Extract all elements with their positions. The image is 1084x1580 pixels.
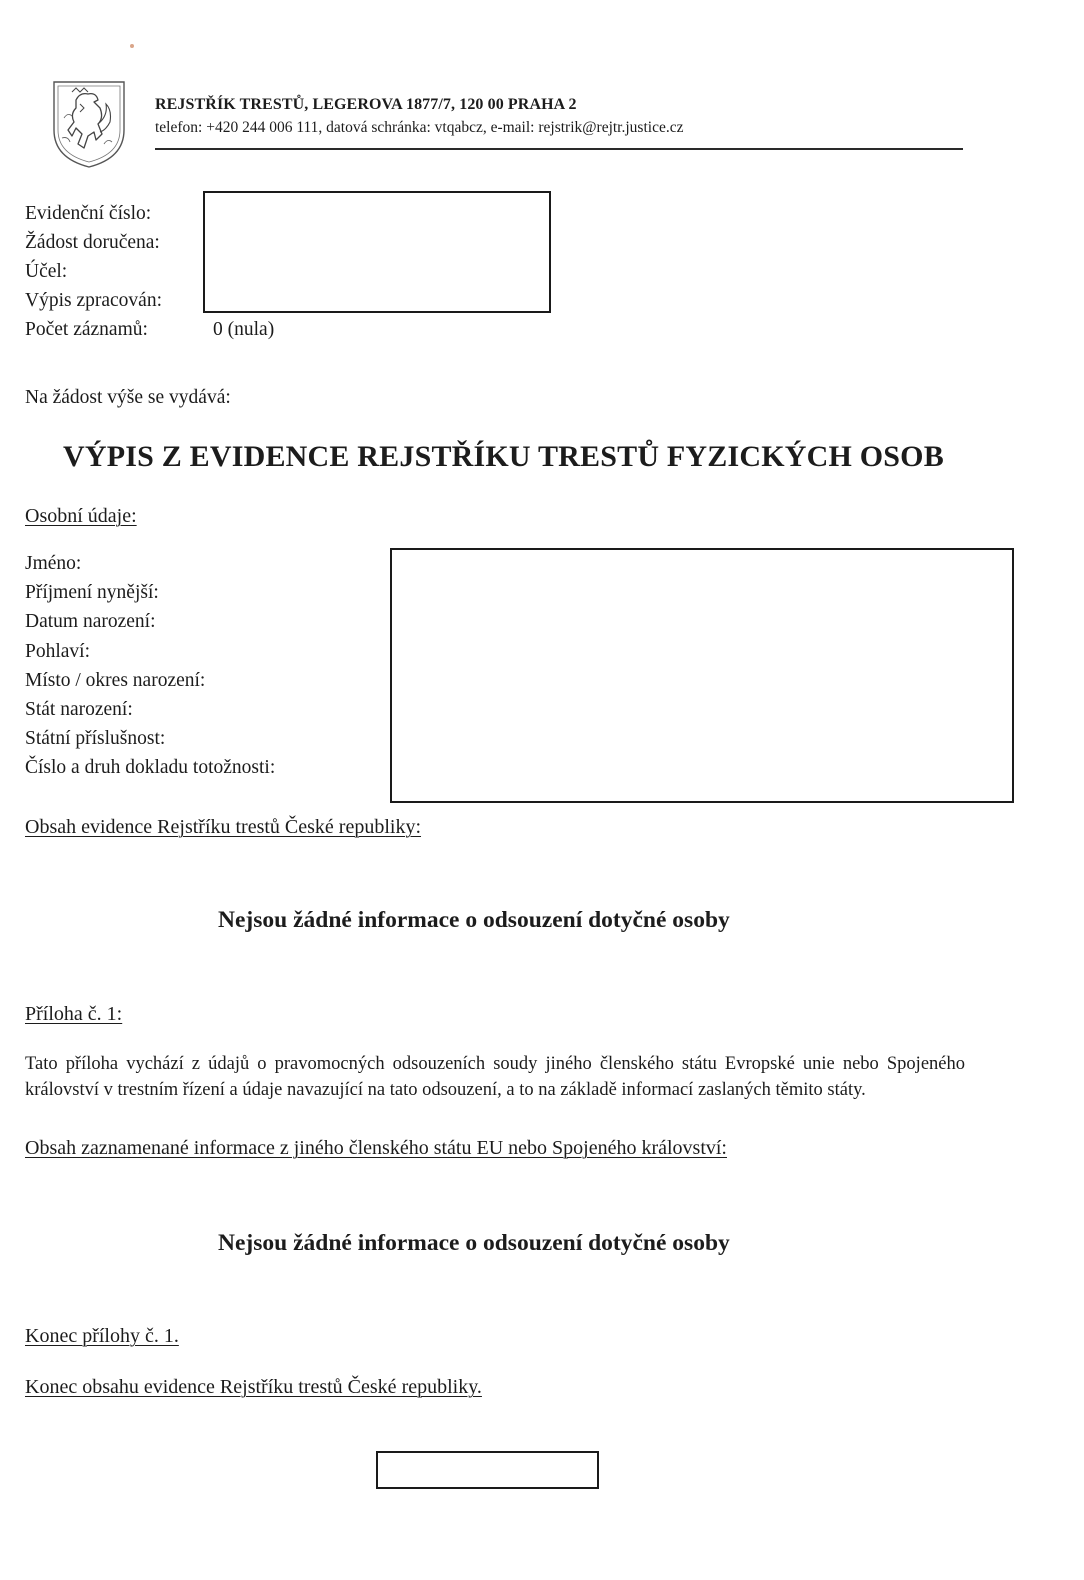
id-document-label: Číslo a druh dokladu totožnosti: [25,757,276,778]
annex-paragraph: Tato příloha vychází z údajů o pravomocných odsouzeních soudy jiného členského státu Evropské unie nebo Spojeného království v trestním řízení a údaje navazující na tato odsouzení, a to na základě informací zaslaných těmito státy. [25,1054,965,1100]
surname-label: Příjmení nynější: [25,582,159,603]
header-rule [155,148,963,150]
processed-label: Výpis zpracován: [25,290,162,311]
document-title: VÝPIS Z EVIDENCE REJSTŘÍKU TRESTŮ FYZICKÝCH OSOB [63,440,944,473]
request-details-redaction-box [203,191,551,313]
records-count-value: 0 (nula) [213,319,275,340]
birth-date-label: Datum narození: [25,611,156,632]
personal-data-redaction-box [390,548,1014,803]
register-content-heading: Obsah evidence Rejstříku trestů České republiky: [25,816,422,838]
end-of-register-content: Konec obsahu evidence Rejstříku trestů České republiky. [25,1376,482,1398]
footer-redaction-box [376,1451,599,1489]
registry-contact-line: telefon: +420 244 006 111, datová schránka: vtqabcz, e-mail: rejstrik@rejtr.justice.cz [155,119,684,136]
annex-content-heading: Obsah zaznamenané informace z jiného členského státu EU nebo Spojeného království: [25,1137,727,1159]
citizenship-label: Státní příslušnost: [25,728,166,749]
no-conviction-notice: Nejsou žádné informace o odsouzení dotyčné osoby [218,907,730,933]
purpose-label: Účel: [25,261,68,282]
first-name-label: Jméno: [25,553,82,574]
registry-address-heading: REJSTŘÍK TRESTŮ, LEGEROVA 1877/7, 120 00 PRAHA 2 [155,96,577,113]
sex-label: Pohlaví: [25,641,91,662]
birth-place-label: Místo / okres narození: [25,670,206,691]
birth-country-label: Stát narození: [25,699,133,720]
czech-lion-emblem-icon [50,78,128,170]
end-of-annex: Konec přílohy č. 1. [25,1325,179,1347]
scan-speck [130,44,134,48]
issue-note: Na žádost výše se vydává: [25,387,231,408]
annex-heading: Příloha č. 1: [25,1003,123,1025]
records-count-label: Počet záznamů: [25,319,148,340]
personal-data-heading: Osobní údaje: [25,505,137,527]
annex-no-conviction-notice: Nejsou žádné informace o odsouzení dotyčné osoby [218,1230,730,1256]
request-delivered-label: Žádost doručena: [25,232,160,253]
evidence-number-label: Evidenční číslo: [25,203,152,224]
